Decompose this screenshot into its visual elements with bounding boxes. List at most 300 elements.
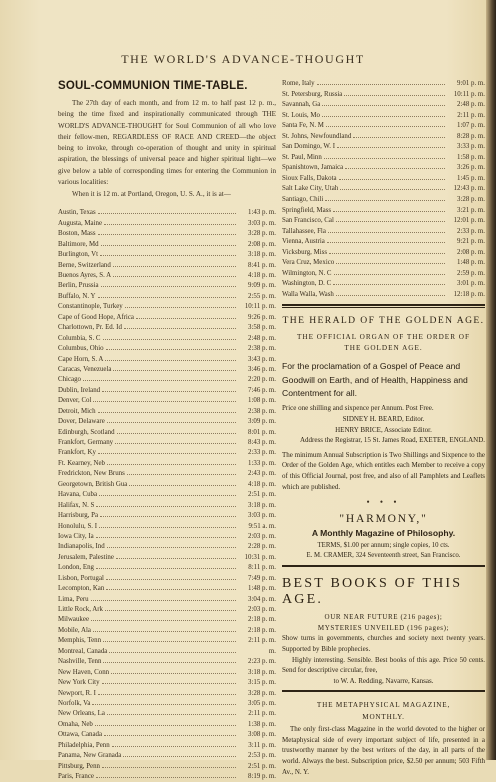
timetable-time: 2:03 p. m. xyxy=(248,532,276,540)
timetable-city: Milwaukee xyxy=(58,616,89,624)
timetable-time: 8:01 p. m. xyxy=(248,428,276,436)
timetable-row xyxy=(282,100,485,111)
timetable-time: 2:59 p. m. xyxy=(457,269,485,277)
timetable-city: Omaha, Neb xyxy=(58,720,93,728)
timetable-city: Little Rock, Ark xyxy=(58,606,103,613)
herald-subtitle-2: THE GOLDEN AGE. xyxy=(344,344,423,353)
metaphysical-body: The only first-class Magazine in the world devoted to the higher or Metaphysical side of every important subject of life, presented in a trustworthy manner by the best writers of the day, in all parts of the world. Always the best. Subscription price, $2.50 per annum; 503 Fifth Av., N. Y. xyxy=(282,725,485,776)
timetable-row xyxy=(282,111,485,122)
timetable-city: Vienna, Austria xyxy=(282,238,325,246)
timetable-row xyxy=(58,355,276,365)
timetable-time: 7:46 p. m. xyxy=(248,386,276,394)
best-books-desc-2: Highly interesting. Sensible. Best books of this age. Price 50 cents. Send for descriptive circular, free, xyxy=(282,655,485,675)
timetable-row xyxy=(58,459,276,469)
timetable-row xyxy=(58,595,276,605)
timetable-time: 4:18 p. m. xyxy=(248,272,276,279)
timetable-row xyxy=(58,574,276,584)
timetable-intro-2: When it is 12 m. at Portland, Oregon, U. S. A., it is at— xyxy=(72,190,231,199)
dot-leader xyxy=(95,725,236,726)
timetable-row xyxy=(58,344,276,354)
timetable-row xyxy=(58,522,276,532)
timetable-row xyxy=(282,237,485,248)
timetable-row xyxy=(58,762,276,772)
timetable-time: 2:48 p. m. xyxy=(248,334,276,342)
timetable-time: 2:48 p. m. xyxy=(457,101,485,109)
dot-leader xyxy=(107,464,236,465)
timetable-city: St. Louis, Mo xyxy=(282,111,320,119)
timetable-city: San Domingo, W. I xyxy=(282,143,336,151)
best-books-title: BEST BOOKS OF THIS AGE. xyxy=(282,576,463,608)
timetable-city: Constantinople, Turkey xyxy=(58,303,123,311)
timetable-time: 2:51 p. m. xyxy=(248,491,276,499)
timetable-row xyxy=(58,240,276,250)
dot-leader xyxy=(123,756,236,757)
dot-leader xyxy=(91,600,236,601)
timetable-row xyxy=(282,195,485,206)
timetable-time: 1:08 p. m. xyxy=(248,397,276,405)
timetable-time: 2:18 p. m. xyxy=(248,616,276,624)
timetable-city: Lecompton, Kan xyxy=(58,585,105,593)
dot-leader xyxy=(83,380,236,381)
timetable-time: 1:43 p. m. xyxy=(248,209,276,217)
timetable-time: 1:58 p. m. xyxy=(457,153,485,161)
timetable-city: Burlington, Vt xyxy=(58,251,99,259)
timetable-city: Ottawa, Canada xyxy=(58,731,103,739)
timetable-city: Charlottown, Pr. Ed. Id xyxy=(58,324,122,332)
dot-leader xyxy=(101,286,236,287)
timetable-list-left xyxy=(58,208,276,782)
dot-leader xyxy=(96,777,236,778)
timetable-row xyxy=(58,626,276,636)
timetable-row xyxy=(282,142,485,153)
right-column xyxy=(282,79,485,777)
timetable-row xyxy=(282,153,485,164)
dot-leader xyxy=(129,485,236,486)
timetable-time: 3:26 p. m. xyxy=(457,164,485,172)
timetable-row xyxy=(282,79,485,90)
herald-editor: SIDNEY H. BEARD, Editor. xyxy=(342,414,425,423)
timetable-time: 3:03 p. m. xyxy=(248,219,276,227)
timetable-time: 8:19 p. m. xyxy=(248,773,276,780)
timetable-row xyxy=(58,313,276,323)
timetable-time: 9:21 p. m. xyxy=(457,238,485,246)
timetable-time: 1:07 p. m. xyxy=(457,122,485,130)
timetable-city: Philadelphia, Penn xyxy=(58,741,110,749)
dot-leader xyxy=(107,714,236,715)
timetable-time: 12:43 p. m. xyxy=(453,185,485,193)
timetable-row xyxy=(58,678,276,688)
book-spine xyxy=(486,0,496,760)
timetable-row xyxy=(58,772,276,782)
timetable-time: 2:33 p. m. xyxy=(457,227,485,235)
dot-leader xyxy=(336,263,445,264)
dot-leader xyxy=(339,179,445,180)
best-books-order: to W. A. Redding, Navarre, Kansas. xyxy=(333,676,434,685)
timetable-city: Detroit, Mich xyxy=(58,407,96,415)
running-head: THE WORLD'S ADVANCE-THOUGHT xyxy=(121,52,365,66)
timetable-time: 2:38 p. m. xyxy=(248,345,276,353)
dot-leader xyxy=(353,137,445,138)
timetable-time: 2:11 p. m. xyxy=(248,637,276,645)
timetable-row xyxy=(282,279,485,290)
timetable-row xyxy=(58,720,276,730)
timetable-time: 9:09 p. m. xyxy=(248,282,276,290)
timetable-city: Buenos Ayres, S. A xyxy=(58,272,112,279)
dot-leader xyxy=(100,516,236,517)
dot-leader xyxy=(102,767,236,768)
timetable-row xyxy=(282,206,485,217)
timetable-time: 3:33 p. m. xyxy=(457,143,485,151)
timetable-city: St. Johns, Newfoundland xyxy=(282,132,352,140)
timetable-row xyxy=(282,174,485,185)
dot-leader xyxy=(96,537,236,538)
timetable-time: 2:51 p. m. xyxy=(248,762,276,770)
timetable-row xyxy=(58,689,276,699)
timetable-row xyxy=(282,227,485,238)
dot-leader xyxy=(98,694,236,695)
timetable-time: 1:45 p. m. xyxy=(457,174,485,182)
timetable-time: 1:48 p. m. xyxy=(457,259,485,267)
timetable-row xyxy=(58,605,276,615)
timetable-city: Boston, Mass xyxy=(58,230,96,238)
timetable-row xyxy=(58,448,276,458)
timetable-time: 3:04 p. m. xyxy=(248,595,276,603)
timetable-row xyxy=(58,501,276,511)
timetable-time: 3:18 p. m. xyxy=(248,668,276,676)
timetable-time: 9:01 p. m. xyxy=(457,80,485,87)
harmony-subtitle: A Monthly Magazine of Philosophy. xyxy=(311,528,456,539)
timetable-time: 8:28 p. m. xyxy=(457,132,485,140)
timetable-time: 3:58 p. m. xyxy=(248,324,276,332)
best-books-sub-1: OUR NEAR FUTURE (216 pages); xyxy=(324,613,443,622)
dot-leader xyxy=(98,412,236,413)
timetable-row xyxy=(58,219,276,229)
timetable-time: 1:33 p. m. xyxy=(248,459,276,467)
timetable-row xyxy=(58,709,276,719)
timetable-city: Columbia, S. C xyxy=(58,334,101,342)
dot-leader xyxy=(98,213,236,214)
timetable-city: Berne, Switzerland xyxy=(58,261,111,269)
timetable-column xyxy=(58,80,276,782)
timetable-row xyxy=(58,490,276,500)
timetable-row xyxy=(58,751,276,761)
timetable-time: 8:43 p. m. xyxy=(248,439,276,446)
timetable-time: 3:08 p. m. xyxy=(248,731,276,739)
timetable-row xyxy=(58,375,276,385)
timetable-row xyxy=(58,271,276,281)
timetable-row xyxy=(58,396,276,406)
timetable-row xyxy=(58,261,276,271)
dot-leader xyxy=(91,620,236,621)
dot-leader xyxy=(344,95,445,96)
dot-leader xyxy=(112,746,236,747)
timetable-row xyxy=(58,365,276,375)
timetable-city: Cape Horn, S. A xyxy=(58,355,104,363)
timetable-city: London, Eng xyxy=(58,564,94,572)
timetable-city: St. Petersburg, Russia xyxy=(282,90,343,98)
dot-leader xyxy=(111,673,236,674)
timetable-time: 3:18 p. m. xyxy=(248,501,276,509)
dot-leader xyxy=(102,683,236,684)
timetable-time: 1:48 p. m. xyxy=(248,585,276,593)
timetable-row xyxy=(58,334,276,344)
timetable-city: Washington, D. C xyxy=(282,280,332,288)
timetable-city: Fredrickton, New Bruns xyxy=(58,470,125,478)
dot-leader xyxy=(105,360,236,361)
timetable-row xyxy=(58,563,276,573)
timetable-time: 3:15 p. m. xyxy=(248,679,276,687)
dot-leader xyxy=(336,295,445,296)
timetable-row xyxy=(58,292,276,302)
timetable-row xyxy=(58,542,276,552)
dot-leader xyxy=(96,568,236,569)
dot-leader xyxy=(336,221,445,222)
timetable-city: Cape of Good Hope, Africa xyxy=(58,313,134,321)
timetable-city: Indianapolis, Ind xyxy=(58,543,105,551)
timetable-time: 2:08 p. m. xyxy=(248,240,276,248)
timetable-city: Vicksburg, Miss xyxy=(282,248,328,256)
divider xyxy=(282,307,485,308)
timetable-city: New Haven, Conn xyxy=(58,668,110,676)
timetable-row xyxy=(282,163,485,174)
timetable-city: Mobile, Ala xyxy=(58,626,91,634)
timetable-city: Frankfort, Ky xyxy=(58,449,96,457)
timetable-time: 7:49 p. m. xyxy=(248,574,276,582)
timetable-row xyxy=(282,121,485,132)
herald-associate-editor: HENRY BRICE, Associate Editor. xyxy=(335,425,432,434)
dot-leader xyxy=(327,242,445,243)
harmony-title: "HARMONY," xyxy=(339,513,428,526)
timetable-row xyxy=(58,229,276,239)
divider xyxy=(282,565,485,567)
timetable-row xyxy=(58,584,276,594)
timetable-city: Augusta, Maine xyxy=(58,219,103,227)
timetable-city: New Orleans, La xyxy=(58,710,105,718)
timetable-time: 2:23 p. m. xyxy=(248,658,276,666)
timetable-row xyxy=(282,90,485,101)
timetable-time: 2:03 p. m. xyxy=(248,606,276,613)
dot-leader xyxy=(113,266,236,267)
timetable-time: 2:53 p. m. xyxy=(248,752,276,760)
dot-leader xyxy=(106,349,236,350)
timetable-city: St. Paul, Minn xyxy=(282,153,322,161)
dot-leader xyxy=(98,453,236,454)
timetable-city: Lima, Peru xyxy=(58,595,89,603)
timetable-time: 3:21 p. m. xyxy=(457,206,485,214)
dot-leader xyxy=(99,527,236,528)
timetable-time: 3:01 p. m. xyxy=(457,280,485,288)
dot-leader xyxy=(93,631,236,632)
timetable-time: 9:26 p. m. xyxy=(248,313,276,321)
dot-leader xyxy=(328,232,445,233)
timetable-row xyxy=(282,216,485,227)
timetable-time: 8:41 p. m. xyxy=(248,261,276,269)
dot-leader xyxy=(340,189,445,190)
timetable-time: 3:46 p. m. xyxy=(248,365,276,373)
dot-leader xyxy=(113,370,236,371)
dot-leader xyxy=(102,391,236,392)
timetable-city: Dublin, Ireland xyxy=(58,386,101,394)
timetable-row xyxy=(58,417,276,427)
timetable-time: 2:08 p. m. xyxy=(457,248,485,256)
dot-leader xyxy=(92,704,236,705)
timetable-row xyxy=(58,532,276,542)
timetable-time: 3:03 p. m. xyxy=(248,512,276,520)
timetable-row xyxy=(282,248,485,259)
timetable-row xyxy=(58,668,276,678)
timetable-city: Honolulu, S. I xyxy=(58,522,98,530)
timetable-city: Panama, New Granada xyxy=(58,752,122,760)
timetable-city: Savannah, Ga xyxy=(282,101,321,109)
timetable-city: Edinburgh, Scotland xyxy=(58,428,115,436)
timetable-time: 10:31 p. m. xyxy=(244,553,276,561)
timetable-time: 12:18 p. m. xyxy=(453,290,485,298)
herald-lead: For the proclamation of a Gospel of Peace and Goodwill on Earth, and of Health, Happiness and Contentment for all. xyxy=(282,361,468,399)
timetable-city: Rome, Italy xyxy=(282,80,315,87)
dot-leader xyxy=(96,506,236,507)
timetable-intro: The 27th day of each month, and from 12 m. to half past 12 p. m., being the time fixed and inspirationally communicated through THE WORLD'S ADVANCE-THOUGHT for Soul Communion of all who love their fellow-men, REGARDLESS OF RACE AND CREED—the object being to invoke, through co-operation of thought and unity in spiritual aspiration, the blessings of universal peace and higher spiritual light—we give below a table of corresponding times for entering the Communion in various localities: xyxy=(58,99,276,187)
dot-leader xyxy=(345,168,445,169)
timetable-row xyxy=(58,428,276,438)
timetable-row xyxy=(58,730,276,740)
timetable-city: Denver, Col xyxy=(58,397,92,405)
timetable-time: 4:18 p. m. xyxy=(248,480,276,488)
dot-leader xyxy=(103,662,236,663)
dot-leader xyxy=(124,328,236,329)
harmony-editor: E. M. CRAMER, 324 Seventeenth street, San Francisco. xyxy=(306,552,461,560)
timetable-time: 2:28 p. m. xyxy=(248,543,276,551)
timetable-city: Lisbon, Portugal xyxy=(58,574,104,582)
timetable-time: 2:20 p. m. xyxy=(248,376,276,384)
timetable-time: 12:01 p. m. xyxy=(453,217,485,225)
timetable-city: Walla Walla, Wash xyxy=(282,290,334,298)
dot-leader xyxy=(106,589,236,590)
dot-leader xyxy=(125,307,236,308)
timetable-city: Halifax, N. S xyxy=(58,501,95,509)
timetable-city: Caracas, Venezuela xyxy=(58,365,112,373)
best-books-sub-2: MYSTERIES UNVEILED (196 pages); xyxy=(317,623,450,632)
divider xyxy=(282,690,485,692)
timetable-city: Newport, R. I xyxy=(58,689,96,697)
timetable-city: Norfolk, Va xyxy=(58,699,91,707)
dot-leader xyxy=(127,474,236,475)
timetable-row xyxy=(58,636,276,646)
timetable-city: Dover, Delaware xyxy=(58,418,105,426)
timetable-row xyxy=(282,269,485,280)
timetable-title: SOUL-COMMUNION TIME-TABLE. xyxy=(58,80,248,92)
timetable-list-right xyxy=(282,79,485,300)
dot-leader xyxy=(103,641,236,642)
timetable-row xyxy=(58,469,276,479)
dot-leader xyxy=(93,401,236,402)
timetable-city: Tallahassee, Fla xyxy=(282,227,326,235)
dot-leader xyxy=(103,339,237,340)
timetable-time: 10:11 p. m. xyxy=(453,90,485,98)
herald-subtitle: THE OFFICIAL ORGAN OF THE ORDER OF xyxy=(297,333,470,342)
timetable-city: Vera Cruz, Mexico xyxy=(282,259,335,267)
timetable-city: Ft. Kearney, Neb xyxy=(58,459,106,467)
timetable-city: Iowa City, Ia xyxy=(58,532,94,540)
timetable-city: Salt Lake City, Utah xyxy=(282,185,339,193)
timetable-row xyxy=(58,323,276,333)
timetable-time: 3:11 p. m. xyxy=(248,741,276,749)
ornament-icon: • • • xyxy=(366,497,401,508)
timetable-time: 2:33 p. m. xyxy=(248,449,276,457)
dot-leader xyxy=(322,116,445,117)
herald-subscription: The minimum Annual Subscription is Two Shillings and Sixpence to the Order of the Golden Age, which entitles each Member to receive a copy of this Official Journal, post free, and also of all Pamphlets and Leaflets which are published. xyxy=(282,450,485,491)
timetable-row xyxy=(58,699,276,709)
dot-leader xyxy=(317,84,445,85)
timetable-city: Baltimore, Md xyxy=(58,240,99,248)
timetable-row xyxy=(58,407,276,417)
timetable-row xyxy=(58,615,276,625)
timetable-city: Paris, France xyxy=(58,773,94,780)
timetable-city: Georgetown, British Gua xyxy=(58,480,128,488)
dot-leader xyxy=(106,579,236,580)
timetable-city: Austin, Texas xyxy=(58,209,96,217)
harmony-terms: TERMS, $1.00 per annum; single copies, 10 cts. xyxy=(317,542,450,550)
timetable-row xyxy=(58,553,276,563)
timetable-time: 2:18 p. m. xyxy=(248,626,276,634)
timetable-city: Frankfort, Germany xyxy=(58,439,114,446)
dot-leader xyxy=(101,245,236,246)
timetable-row xyxy=(58,657,276,667)
dot-leader xyxy=(324,158,445,159)
timetable-row xyxy=(58,480,276,490)
timetable-city: Sioux Falls, Dakota xyxy=(282,174,337,182)
timetable-city: Memphis, Tenn xyxy=(58,637,102,645)
dot-leader xyxy=(333,284,445,285)
timetable-row xyxy=(58,250,276,260)
timetable-city: Berlin, Prussia xyxy=(58,282,99,290)
dot-leader xyxy=(109,652,236,653)
timetable-time: 2:55 p. m. xyxy=(248,292,276,300)
herald-title: THE HERALD OF THE GOLDEN AGE. xyxy=(282,315,485,327)
metaphysical-frequency: MONTHLY. xyxy=(362,713,405,722)
dot-leader xyxy=(334,274,446,275)
timetable-time: 2:38 p. m. xyxy=(248,407,276,415)
timetable-row xyxy=(58,511,276,521)
dot-leader xyxy=(117,433,236,434)
metaphysical-title: THE METAPHYSICAL MAGAZINE, xyxy=(316,701,451,710)
timetable-time: 3:05 p. m. xyxy=(248,699,276,707)
dot-leader xyxy=(104,735,236,736)
timetable-time: 3:09 p. m. xyxy=(248,418,276,426)
timetable-row xyxy=(282,184,485,195)
timetable-row xyxy=(282,132,485,143)
timetable-city: Havana, Cuba xyxy=(58,491,98,499)
timetable-city: Chicago xyxy=(58,376,81,384)
dot-leader xyxy=(99,495,236,496)
dot-leader xyxy=(325,200,445,201)
timetable-row xyxy=(58,281,276,291)
timetable-time: 3:18 p. m. xyxy=(248,251,276,259)
dot-leader xyxy=(136,318,236,319)
timetable-time: m. xyxy=(268,647,276,655)
timetable-time: 2:11 p. m. xyxy=(248,710,276,718)
timetable-city: Pittsburg, Penn xyxy=(58,762,100,770)
dot-leader xyxy=(329,253,445,254)
herald-price: Price one shilling and sixpence per Annum. Post Free. xyxy=(282,404,434,413)
timetable-city: Montreal, Canada xyxy=(58,647,108,655)
timetable-time: 10:11 p. m. xyxy=(244,303,276,311)
timetable-city: Buffalo, N. Y xyxy=(58,292,96,300)
timetable-city: San Francisco, Cal xyxy=(282,217,334,225)
timetable-time: 2:11 p. m. xyxy=(457,111,485,119)
timetable-city: Wilmington, N. C xyxy=(282,269,332,277)
dot-leader xyxy=(116,558,236,559)
timetable-row xyxy=(58,386,276,396)
